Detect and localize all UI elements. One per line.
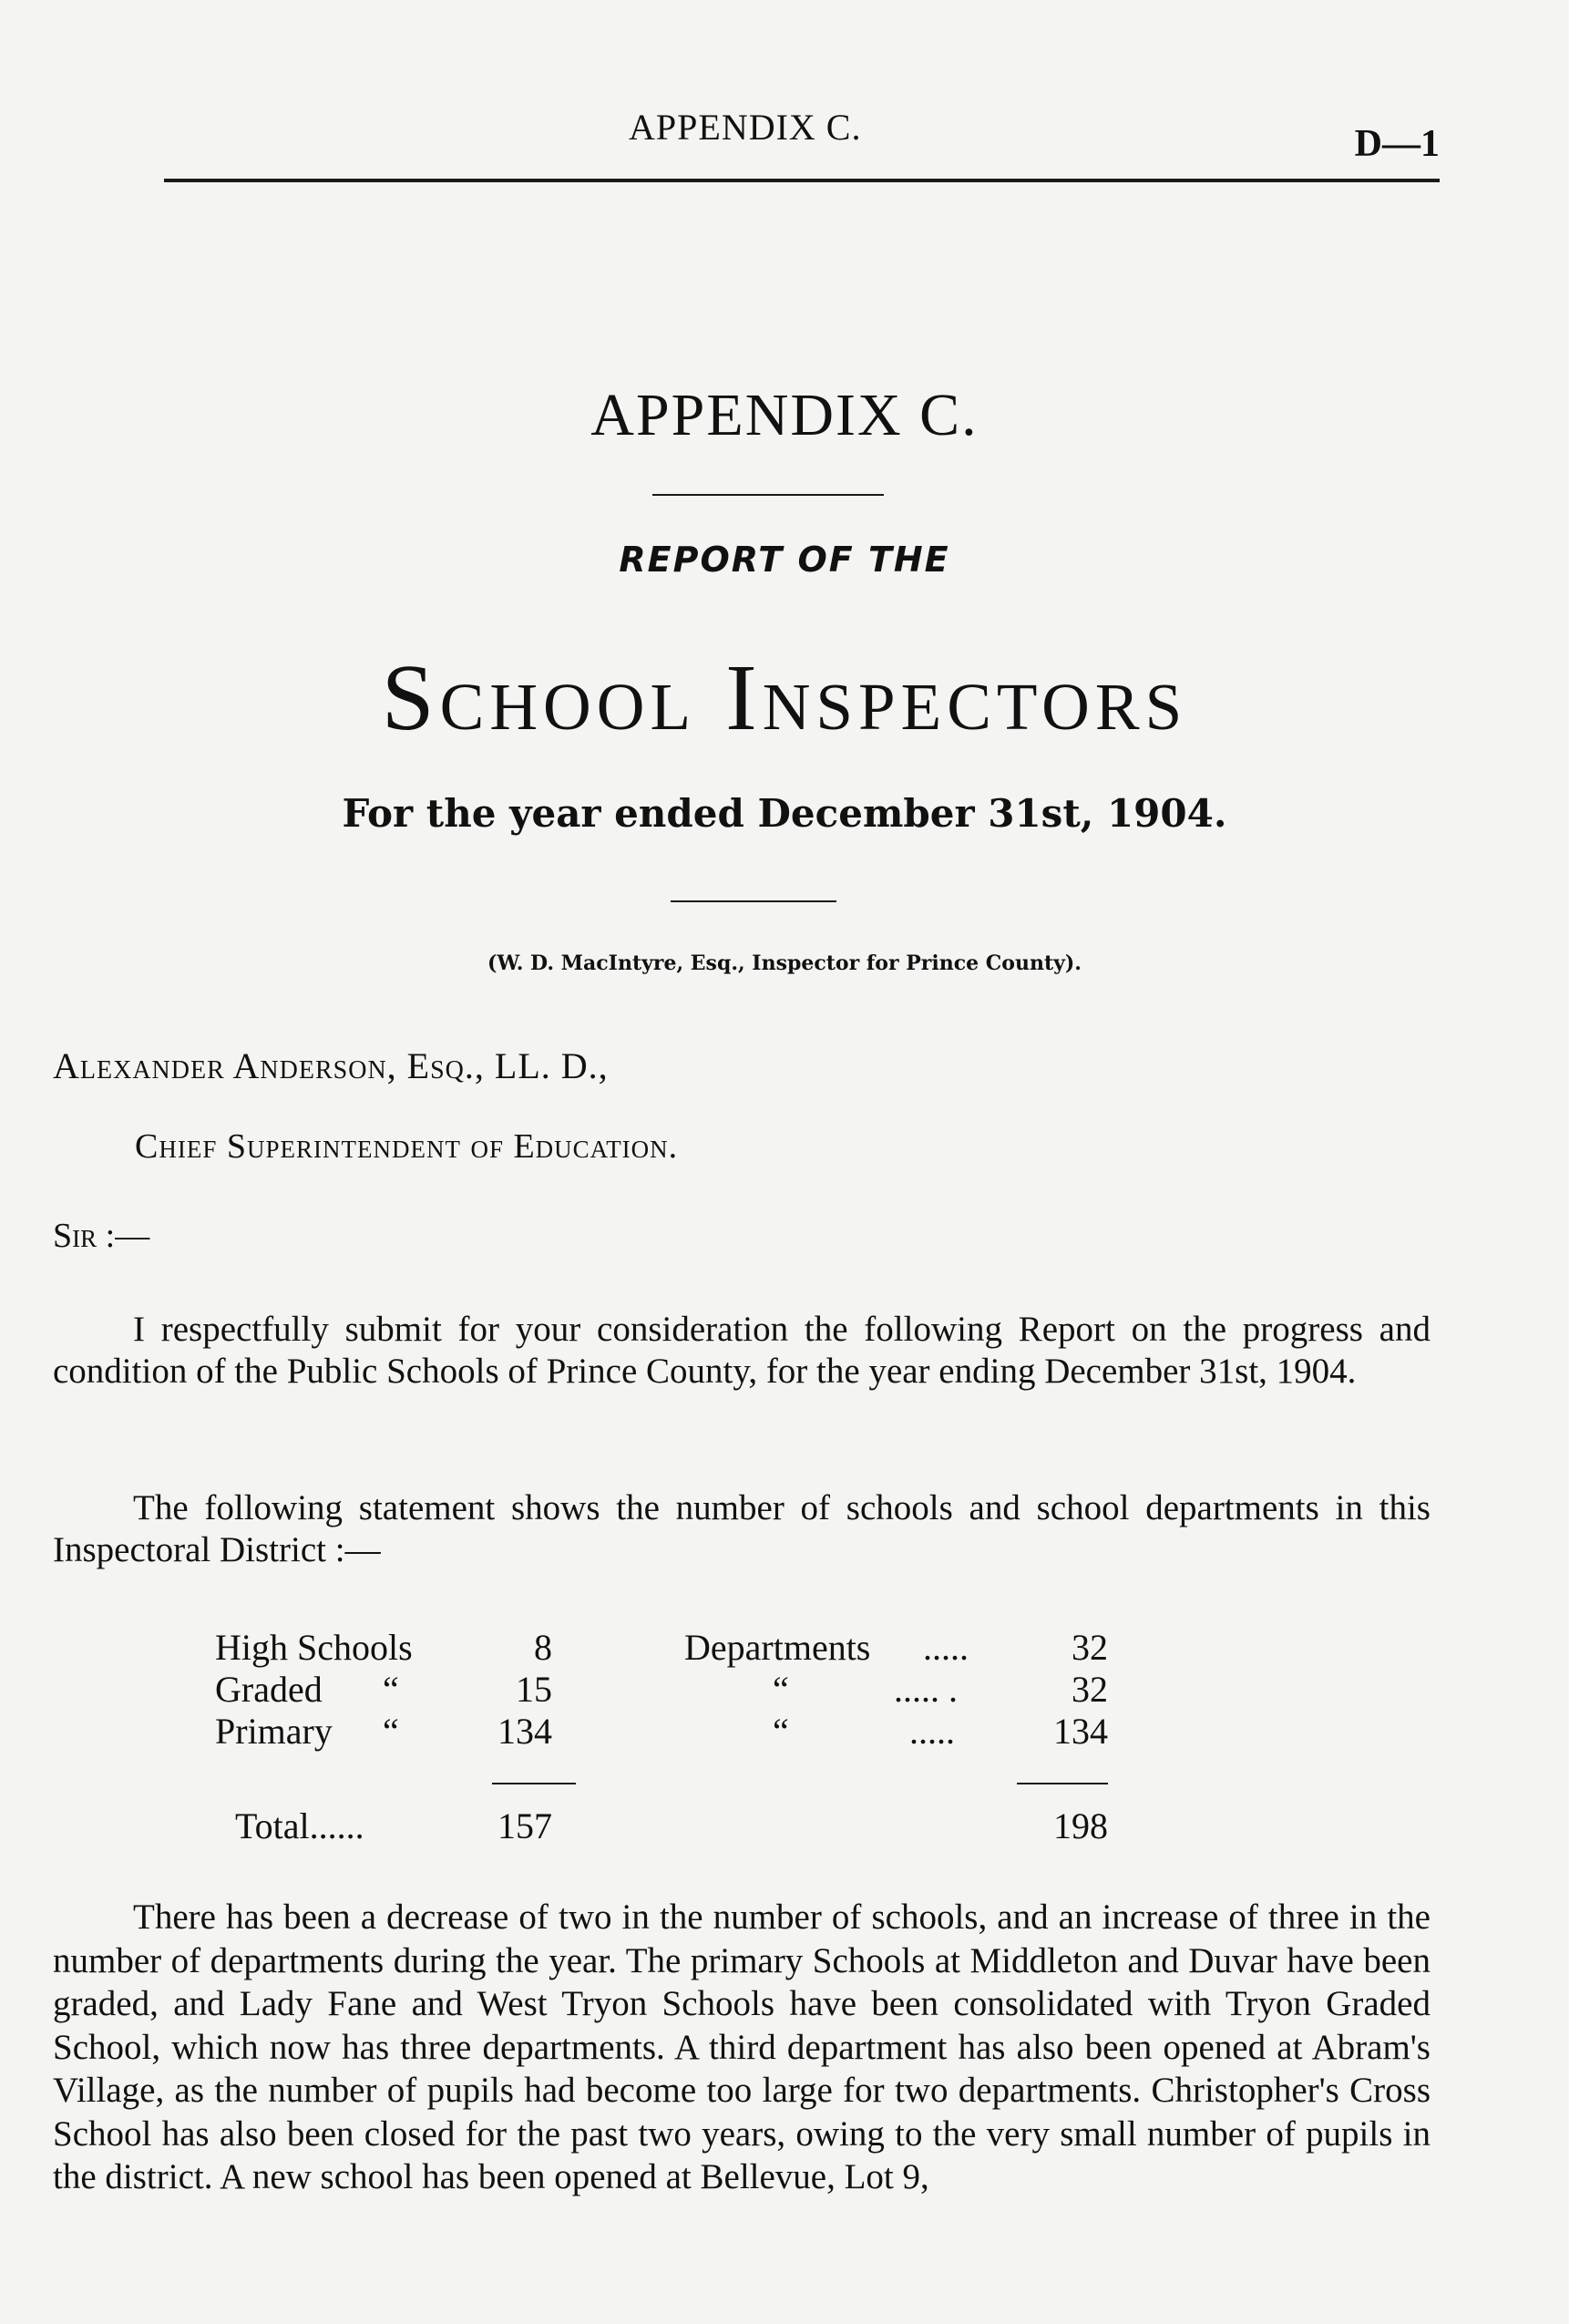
- school-count: 134: [497, 1711, 552, 1752]
- ditto-mark: “: [383, 1711, 399, 1752]
- school-type: Primary: [215, 1711, 333, 1752]
- report-of-heading: REPORT OF THE: [619, 540, 950, 580]
- department-label: Departments: [684, 1627, 871, 1668]
- leader-dots: .....: [909, 1711, 955, 1752]
- ditto-mark: “: [383, 1669, 399, 1710]
- total-departments: 198: [1053, 1805, 1108, 1846]
- inspector-credit: (W. D. MacIntyre, Esq., Inspector for Prince County).: [487, 951, 1082, 975]
- sum-rule: [492, 1783, 576, 1784]
- paragraph-statement: The following statement shows the number of schools and school departments in this Inspectoral District :—: [53, 1488, 1431, 1569]
- running-header: [164, 100, 1440, 165]
- department-count: 32: [1072, 1669, 1108, 1710]
- paragraph-changes: There has been a decrease of two in the number of schools, and an increase of three in the number of departments during the year. The primary Schools at Middleton and Duvar have been graded, and Lady Fane and West Tryon Schools have been consolidated with Tryon Graded School, which now has three departments. A third department has also been opened at Abram's Village, as the number of pupils had become too large for two departments. Christopher's Cross School has also been closed for the past two years, owing to the very small number of pupils in the district. A new school has been opened at Bellevue, Lot 9,: [53, 1897, 1431, 2196]
- header-rule: [164, 179, 1440, 182]
- addressee-title: Chief Superintendent of Education.: [135, 1127, 679, 1166]
- total-row: [215, 1805, 1108, 1846]
- table-row: [215, 1626, 1108, 1668]
- appendix-heading: APPENDIX C.: [590, 382, 979, 448]
- school-statistics-table: [215, 1626, 1108, 1863]
- department-label: “: [773, 1711, 789, 1752]
- department-label: “: [773, 1669, 789, 1710]
- subtitle-rule: [671, 900, 836, 902]
- salutation: Sir :—: [53, 1217, 150, 1255]
- addressee-name: Alexander Anderson, Esq., LL. D.,: [53, 1045, 609, 1086]
- school-count: 8: [534, 1627, 552, 1668]
- department-count: 134: [1053, 1711, 1108, 1752]
- total-label: Total......: [235, 1805, 364, 1846]
- leader-dots: ..... .: [894, 1669, 958, 1710]
- paragraph-intro: I respectfully submit for your consideration the following Report on the progress and condition of the Public Schools of Prince County, for the year ending December 31st, 1904.: [53, 1310, 1431, 1391]
- school-count: 15: [516, 1669, 552, 1710]
- page-number: D—1: [1354, 123, 1440, 165]
- table-row: [215, 1668, 1108, 1710]
- school-type: Graded: [215, 1669, 323, 1710]
- main-title: School Inspectors: [381, 645, 1188, 750]
- table-row: [215, 1710, 1108, 1752]
- year-subtitle: For the year ended December 31st, 1904.: [342, 791, 1227, 836]
- school-type: High Schools: [215, 1627, 413, 1668]
- total-schools: 157: [497, 1805, 552, 1846]
- running-title: APPENDIX C.: [629, 107, 862, 148]
- department-count: 32: [1072, 1627, 1108, 1668]
- sum-rule: [1017, 1783, 1108, 1784]
- title-rule: [652, 494, 884, 496]
- leader-dots: .....: [923, 1627, 969, 1668]
